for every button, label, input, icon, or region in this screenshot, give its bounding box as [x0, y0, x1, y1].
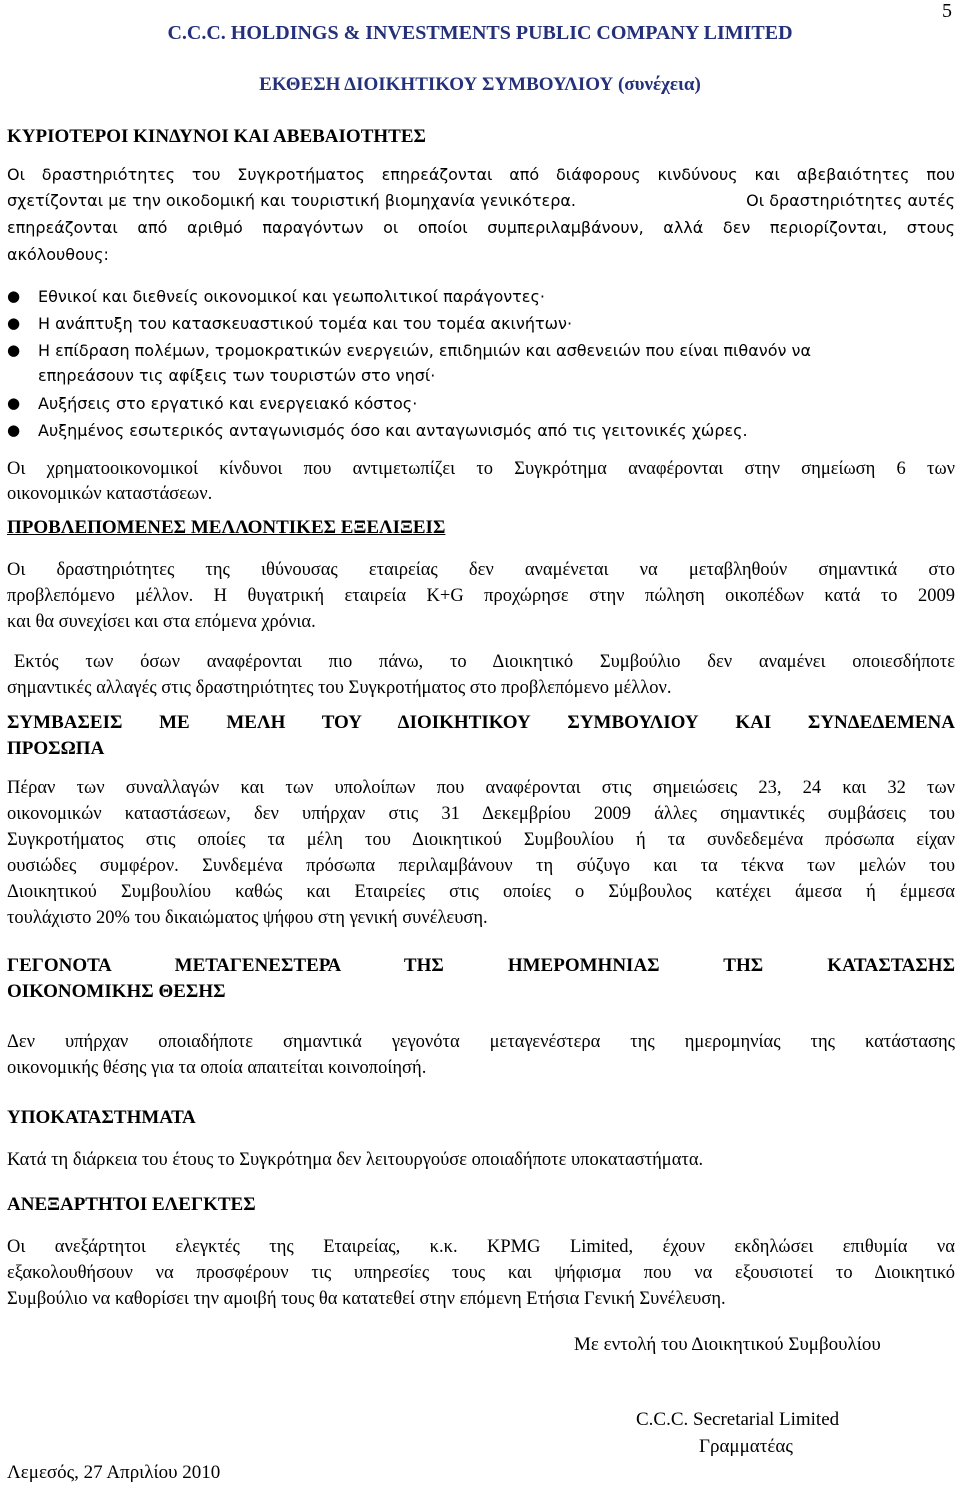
risks-intro-line-1: Οι δραστηριότητες του Συγκροτήματος επηρεάζονται από διάφορους κινδύνους και αβεβαιότητες που: [7, 165, 955, 184]
bullet-icon: ●: [7, 287, 21, 305]
report-title: ΕΚΘΕΣΗ ΔΙΟΙΚΗΤΙΚΟΥ ΣΥΜΒΟΥΛΙΟΥ (συνέχεια): [259, 74, 701, 95]
contracts-heading-line-2: ΠΡΟΣΩΠΑ: [7, 738, 105, 759]
risks-intro-line-4: ακόλουθους:: [7, 245, 109, 264]
list-item: ● Η επίδραση πολέμων, τρομοκρατικών ενεργειών, επιδημιών και ασθενειών που είναι πιθανόν να επηρεάσουν τις αφίξεις των τουριστών στο νησί·: [7, 338, 955, 388]
branches-text: Κατά τη διάρκεια του έτους το Συγκρότημα δεν λειτουργούσε οποιαδήποτε υποκαταστήματα.: [7, 1150, 704, 1170]
secretary-role: Γραμματέας: [699, 1436, 793, 1457]
events-line-2: οικονομικής θέσης για τα οποία απαιτείται κοινοποίησή.: [7, 1058, 427, 1078]
developments-p2-line-2: σημαντικές αλλαγές στις δραστηριότητες του Συγκροτήματος στο προβλεπόμενο μέλλον.: [7, 678, 672, 698]
contracts-line-6: τουλάχιστο 20% του δικαιώματος ψήφου στη γενική συνέλευση.: [7, 908, 488, 928]
place-date: Λεμεσός, 27 Απριλίου 2010: [7, 1462, 221, 1483]
contracts-line-1: Πέραν των συναλλαγών και των υπολοίπων που αναφέρονται στις σημειώσεις 23, 24 και 32 των: [7, 778, 955, 798]
developments-heading: ΠΡΟΒΛΕΠΟΜΕΝΕΣ ΜΕΛΛΟΝΤΙΚΕΣ ΕΞΕΛΙΞΕΙΣ: [7, 517, 446, 538]
auditors-line-1: Οι ανεξάρτητοι ελεγκτές της Εταιρείας, κ.κ. KPMG Limited, έχουν εκδηλώσει επιθυμία να: [7, 1237, 955, 1257]
contracts-line-5: Διοικητικού Συμβουλίου καθώς και Εταιρείες στις οποίες ο Σύμβουλος κατέχει άμεσα ή έμμεσα: [7, 882, 955, 902]
company-name: C.C.C. HOLDINGS & INVESTMENTS PUBLIC COMPANY LIMITED: [167, 22, 793, 44]
bullet-icon: ●: [7, 420, 21, 439]
risk-factors-list: [7, 284, 955, 445]
board-order: Με εντολή του Διοικητικού Συμβουλίου: [574, 1334, 881, 1355]
developments-p1-line-2: προβλεπόμενο μέλλον. Η θυγατρική εταιρεία K+G προχώρησε στην πώληση οικοπέδων κατά το 2009: [7, 586, 955, 606]
financial-risks-line-2: οικονομικών καταστάσεων.: [7, 484, 213, 504]
auditors-line-2: εξακολουθήσουν να προσφέρουν τις υπηρεσίες τους και ψήφισμα που να εξουσιοτεί το Διοικητικό: [7, 1263, 955, 1283]
page-number: 5: [942, 0, 952, 22]
contracts-heading-line-1: ΣΥΜΒΑΣΕΙΣ ΜΕ ΜΕΛΗ ΤΟΥ ΔΙΟΙΚΗΤΙΚΟΥ ΣΥΜΒΟΥΛΙΟΥ ΚΑΙ ΣΥΝΔΕΔΕΜΕΝΑ: [7, 712, 955, 733]
developments-p2-line-1: Εκτός των όσων αναφέρονται πιο πάνω, το Διοικητικό Συμβούλιο δεν αναμένει οποιεσδήποτε: [14, 652, 955, 672]
developments-p1-line-3: και θα συνεχίσει και στα επόμενα χρόνια.: [7, 612, 316, 632]
contracts-line-2: οικονομικών καταστάσεων, δεν υπήρχαν στις 31 Δεκεμβρίου 2009 άλλες σημαντικές συμβάσεις του: [7, 804, 955, 824]
list-item: ● Αυξημένος εσωτερικός ανταγωνισμός όσο και ανταγωνισμός από τις γειτονικές χώρες.: [7, 418, 955, 443]
list-item: ● Εθνικοί και διεθνείς οικονομικοί και γεωπολιτικοί παράγοντες·: [7, 284, 955, 309]
financial-risks-line-1: Οι χρηματοοικονομικοί κίνδυνοι που αντιμετωπίζει το Συγκρότημα αναφέρονται στην σημείωση 6 των: [7, 459, 955, 479]
events-heading-line-2: ΟΙΚΟΝΟΜΙΚΗΣ ΘΕΣΗΣ: [7, 981, 226, 1002]
bullet-icon: ●: [7, 341, 21, 360]
bullet-icon: ●: [7, 314, 21, 333]
auditors-heading: ΑΝΕΞΑΡΤΗΤΟΙ ΕΛΕΓΚΤΕΣ: [7, 1194, 256, 1215]
risks-intro-line-2a: σχετίζονται με την οικοδομική και τουριστική βιομηχανία γενικότερα.: [7, 191, 576, 210]
risks-heading: ΚΥΡΙΟΤΕΡΟΙ ΚΙΝΔΥΝΟΙ ΚΑΙ ΑΒΕΒΑΙΟΤΗΤΕΣ: [7, 126, 426, 147]
contracts-line-4: ουσιώδες συμφέρον. Συνδεμένα πρόσωπα περιλαμβάνουν τη σύζυγο και τα τέκνα των μελών του: [7, 856, 955, 876]
list-item: ● Αυξήσεις στο εργατικό και ενεργειακό κόστος·: [7, 391, 955, 416]
risks-intro-line-2: [7, 188, 955, 214]
events-heading-line-1: ΓΕΓΟΝΟΤΑ ΜΕΤΑΓΕΝΕΣΤΕΡΑ ΤΗΣ ΗΜΕΡΟΜΗΝΙΑΣ ΤΗΣ ΚΑΤΑΣΤΑΣΗΣ: [7, 955, 955, 976]
secretary-name: C.C.C. Secretarial Limited: [636, 1409, 840, 1430]
developments-p1-line-1: Οι δραστηριότητες της ιθύνουσας εταιρείας δεν αναμένεται να μεταβληθούν σημαντικά στο: [7, 560, 955, 580]
branches-heading: ΥΠΟΚΑΤΑΣΤΗΜΑΤΑ: [7, 1107, 196, 1128]
list-item: ● Η ανάπτυξη του κατασκευαστικού τομέα και του τομέα ακινήτων·: [7, 311, 955, 336]
events-line-1: Δεν υπήρχαν οποιαδήποτε σημαντικά γεγονότα μεταγενέστερα της ημερομηνίας της κατάστασης: [7, 1032, 955, 1052]
contracts-line-3: Συγκροτήματος στις οποίες τα μέλη του Διοικητικού Συμβουλίου ή τα συνδεδεμένα πρόσωπα είχαν: [7, 830, 955, 850]
risks-intro-line-3: επηρεάζονται από αριθμό παραγόντων οι οποίοι συμπεριλαμβάνουν, αλλά δεν περιορίζονται, στους: [7, 218, 955, 237]
bullet-icon: ●: [7, 393, 21, 412]
risks-intro-line-2b: Οι δραστηριότητες αυτές: [746, 191, 955, 210]
auditors-line-3: Συμβούλιο να καθορίσει την αμοιβή τους θα κατατεθεί στην επόμενη Ετήσια Γενική Συνέλευση.: [7, 1289, 726, 1309]
